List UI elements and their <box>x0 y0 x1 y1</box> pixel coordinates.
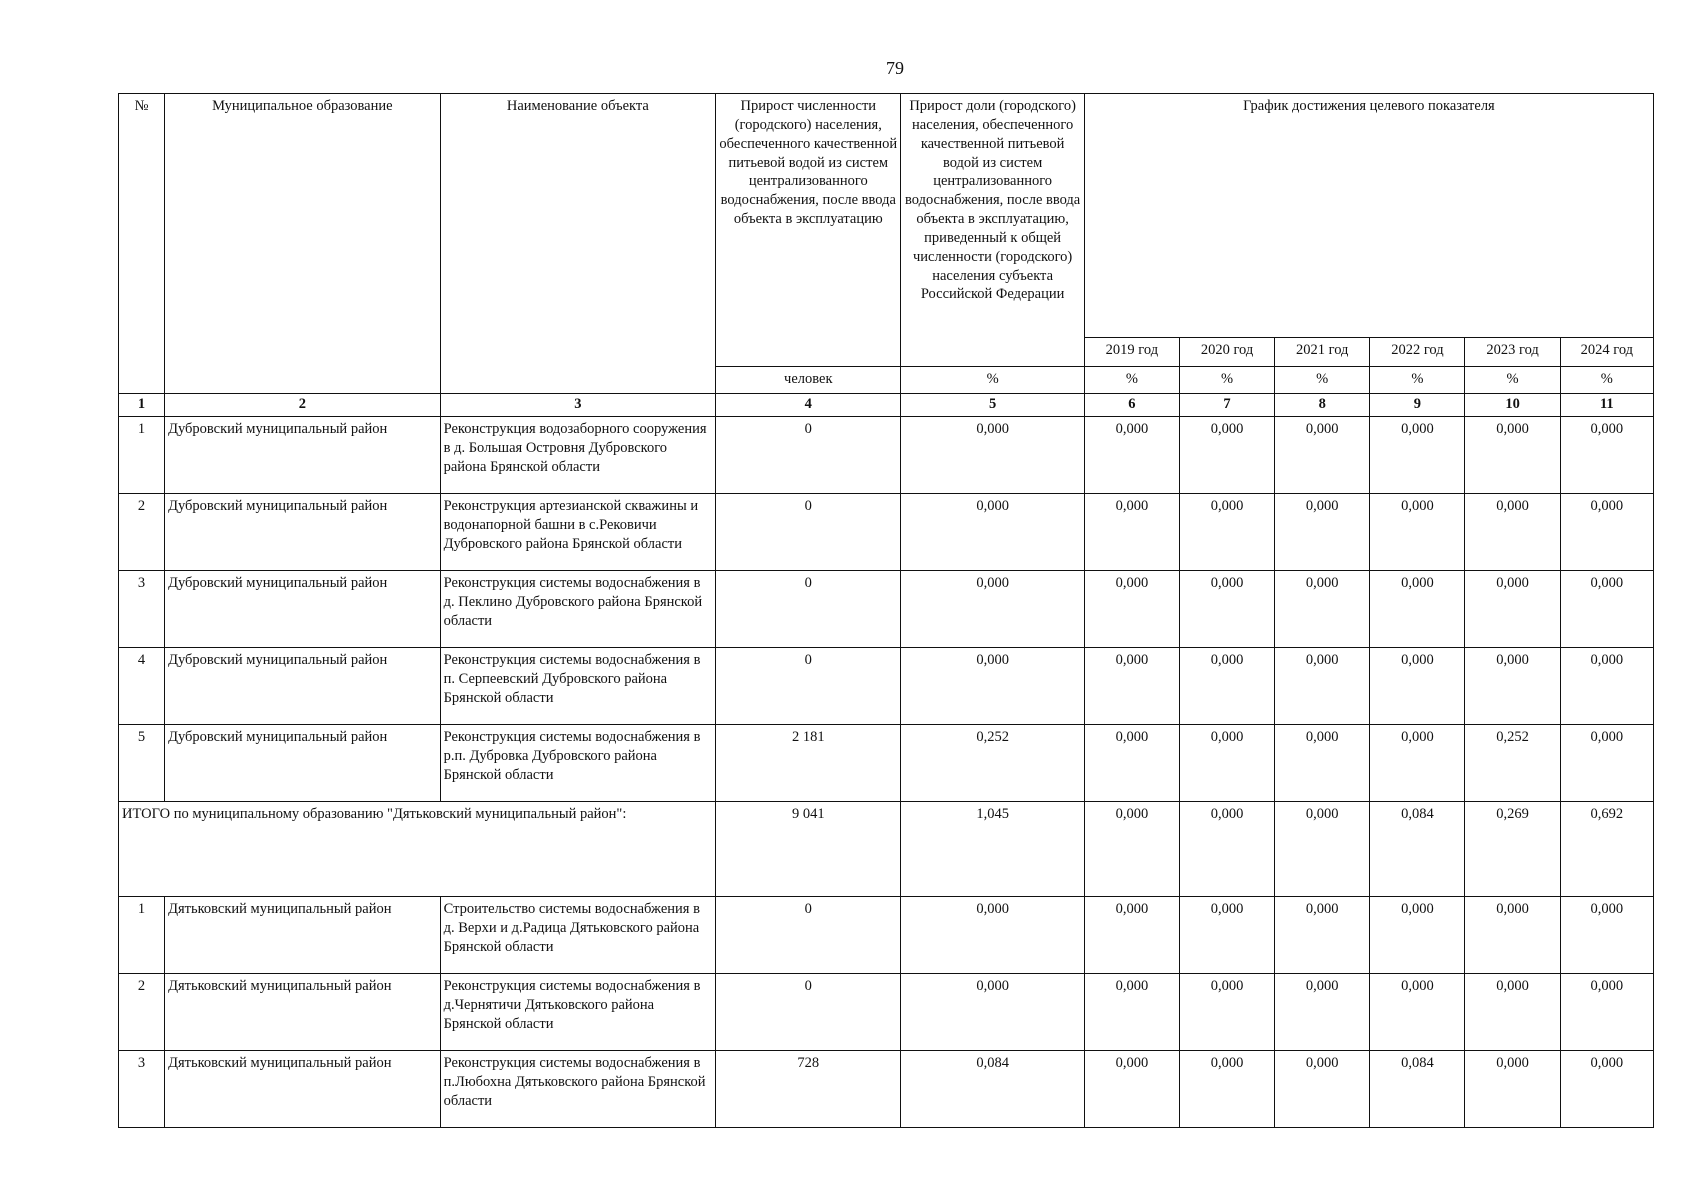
page-number: 79 <box>886 58 904 78</box>
header-schedule: График достижения целевого показателя <box>1084 94 1653 338</box>
table-row <box>119 417 1654 494</box>
row-y2024: 0,000 <box>1560 1051 1653 1128</box>
row-y2021: 0,000 <box>1275 974 1370 1051</box>
row-no: 5 <box>119 725 165 802</box>
row-y2019: 0,000 <box>1084 974 1179 1051</box>
row-no: 2 <box>119 494 165 571</box>
row-y2021: 0,000 <box>1275 417 1370 494</box>
total-row <box>119 802 1654 897</box>
row-y2024: 0,000 <box>1560 571 1653 648</box>
row-y2020: 0,000 <box>1179 725 1274 802</box>
row-y2023: 0,000 <box>1465 897 1560 974</box>
row-y2020: 0,000 <box>1179 1051 1274 1128</box>
unit-percent: % <box>1275 367 1370 394</box>
header-year-2024: 2024 год <box>1560 338 1653 367</box>
column-number: 9 <box>1370 394 1465 417</box>
header-municipality: Муниципальное образование <box>165 94 441 394</box>
row-share: 0,000 <box>901 571 1084 648</box>
target-indicator-table <box>118 93 1654 1128</box>
row-municipality: Дятьковский муниципальный район <box>165 1051 441 1128</box>
row-municipality: Дубровский муниципальный район <box>165 571 441 648</box>
row-share: 0,000 <box>901 417 1084 494</box>
column-number: 7 <box>1179 394 1274 417</box>
column-number: 10 <box>1465 394 1560 417</box>
row-people: 0 <box>716 571 901 648</box>
row-no: 3 <box>119 1051 165 1128</box>
unit-percent: % <box>1370 367 1465 394</box>
header-year-2019: 2019 год <box>1084 338 1179 367</box>
row-y2020: 0,000 <box>1179 571 1274 648</box>
row-municipality: Дубровский муниципальный район <box>165 417 441 494</box>
table-row <box>119 897 1654 974</box>
column-number: 6 <box>1084 394 1179 417</box>
header-year-2023: 2023 год <box>1465 338 1560 367</box>
row-municipality: Дятьковский муниципальный район <box>165 897 441 974</box>
row-y2021: 0,000 <box>1275 648 1370 725</box>
row-y2024: 0,000 <box>1560 897 1653 974</box>
row-people: 0 <box>716 648 901 725</box>
column-number: 4 <box>716 394 901 417</box>
column-number: 8 <box>1275 394 1370 417</box>
header-share-increase: Прирост доли (городского) населения, обеспеченного качественной питьевой водой из систем централизованного водоснабжения, после ввода объекта в эксплуатацию, приведенный к общей численности (городского) населения субъекта Российской Федерации <box>901 94 1084 367</box>
row-y2019: 0,000 <box>1084 494 1179 571</box>
total-y2020: 0,000 <box>1179 802 1274 897</box>
table-row <box>119 1051 1654 1128</box>
row-no: 1 <box>119 897 165 974</box>
row-y2024: 0,000 <box>1560 648 1653 725</box>
header-no: № <box>119 94 165 394</box>
row-y2021: 0,000 <box>1275 571 1370 648</box>
row-share: 0,084 <box>901 1051 1084 1128</box>
row-share: 0,000 <box>901 974 1084 1051</box>
row-object: Реконструкция водозаборного сооружения в д. Большая Островня Дубровского района Брянской области <box>440 417 716 494</box>
header-year-2021: 2021 год <box>1275 338 1370 367</box>
row-y2022: 0,000 <box>1370 974 1465 1051</box>
row-y2022: 0,000 <box>1370 725 1465 802</box>
row-people: 0 <box>716 494 901 571</box>
row-y2023: 0,000 <box>1465 494 1560 571</box>
row-y2023: 0,000 <box>1465 417 1560 494</box>
header-population-increase: Прирост численности (городского) населения, обеспеченного качественной питьевой водой из систем централизованного водоснабжения, после ввода объекта в эксплуатацию <box>716 94 901 367</box>
row-no: 2 <box>119 974 165 1051</box>
row-share: 0,000 <box>901 494 1084 571</box>
unit-percent: % <box>1560 367 1653 394</box>
total-y2022: 0,084 <box>1370 802 1465 897</box>
row-people: 0 <box>716 417 901 494</box>
row-object: Реконструкция системы водоснабжения в п.Любохна Дятьковского района Брянской области <box>440 1051 716 1128</box>
unit-percent: % <box>901 367 1084 394</box>
total-y2023: 0,269 <box>1465 802 1560 897</box>
row-y2022: 0,084 <box>1370 1051 1465 1128</box>
row-y2020: 0,000 <box>1179 974 1274 1051</box>
row-people: 0 <box>716 974 901 1051</box>
row-y2022: 0,000 <box>1370 494 1465 571</box>
row-y2019: 0,000 <box>1084 1051 1179 1128</box>
unit-percent: % <box>1465 367 1560 394</box>
row-y2024: 0,000 <box>1560 725 1653 802</box>
table-row <box>119 494 1654 571</box>
row-municipality: Дубровский муниципальный район <box>165 494 441 571</box>
row-municipality: Дятьковский муниципальный район <box>165 974 441 1051</box>
row-municipality: Дубровский муниципальный район <box>165 725 441 802</box>
row-y2023: 0,000 <box>1465 974 1560 1051</box>
row-y2022: 0,000 <box>1370 571 1465 648</box>
row-y2021: 0,000 <box>1275 494 1370 571</box>
row-y2021: 0,000 <box>1275 897 1370 974</box>
row-no: 3 <box>119 571 165 648</box>
row-people: 2 181 <box>716 725 901 802</box>
row-y2023: 0,000 <box>1465 1051 1560 1128</box>
row-y2024: 0,000 <box>1560 494 1653 571</box>
header-object: Наименование объекта <box>440 94 716 394</box>
row-share: 0,252 <box>901 725 1084 802</box>
unit-percent: % <box>1179 367 1274 394</box>
column-number: 2 <box>165 394 441 417</box>
row-y2019: 0,000 <box>1084 571 1179 648</box>
row-y2024: 0,000 <box>1560 417 1653 494</box>
column-number: 5 <box>901 394 1084 417</box>
row-y2019: 0,000 <box>1084 648 1179 725</box>
unit-people: человек <box>716 367 901 394</box>
row-y2019: 0,000 <box>1084 417 1179 494</box>
row-y2022: 0,000 <box>1370 648 1465 725</box>
row-y2019: 0,000 <box>1084 725 1179 802</box>
row-object: Реконструкция системы водоснабжения в д. Пеклино Дубровского района Брянской области <box>440 571 716 648</box>
row-object: Реконструкция системы водоснабжения в п. Серпеевский Дубровского района Брянской области <box>440 648 716 725</box>
row-y2023: 0,000 <box>1465 571 1560 648</box>
row-object: Реконструкция системы водоснабжения в д.Чернятичи Дятьковского района Брянской области <box>440 974 716 1051</box>
row-y2023: 0,000 <box>1465 648 1560 725</box>
table-row <box>119 648 1654 725</box>
row-y2021: 0,000 <box>1275 725 1370 802</box>
row-y2020: 0,000 <box>1179 417 1274 494</box>
row-y2021: 0,000 <box>1275 1051 1370 1128</box>
row-y2020: 0,000 <box>1179 494 1274 571</box>
total-y2024: 0,692 <box>1560 802 1653 897</box>
total-y2019: 0,000 <box>1084 802 1179 897</box>
header-year-2020: 2020 год <box>1179 338 1274 367</box>
row-y2022: 0,000 <box>1370 417 1465 494</box>
row-share: 0,000 <box>901 897 1084 974</box>
row-y2024: 0,000 <box>1560 974 1653 1051</box>
row-municipality: Дубровский муниципальный район <box>165 648 441 725</box>
row-y2023: 0,252 <box>1465 725 1560 802</box>
column-number: 1 <box>119 394 165 417</box>
row-object: Строительство системы водоснабжения в д. Верхи и д.Радица Дятьковского района Брянской области <box>440 897 716 974</box>
header-year-2022: 2022 год <box>1370 338 1465 367</box>
row-object: Реконструкция артезианской скважины и водонапорной башни в с.Рековичи Дубровского района Брянской области <box>440 494 716 571</box>
row-people: 728 <box>716 1051 901 1128</box>
total-label: ИТОГО по муниципальному образованию "Дятьковский муниципальный район": <box>119 802 716 897</box>
total-people: 9 041 <box>716 802 901 897</box>
unit-percent: % <box>1084 367 1179 394</box>
row-y2020: 0,000 <box>1179 648 1274 725</box>
column-number: 11 <box>1560 394 1653 417</box>
row-people: 0 <box>716 897 901 974</box>
row-share: 0,000 <box>901 648 1084 725</box>
total-share: 1,045 <box>901 802 1084 897</box>
row-y2022: 0,000 <box>1370 897 1465 974</box>
table-row <box>119 974 1654 1051</box>
table-row <box>119 725 1654 802</box>
row-no: 4 <box>119 648 165 725</box>
table-row <box>119 571 1654 648</box>
row-no: 1 <box>119 417 165 494</box>
row-object: Реконструкция системы водоснабжения в р.п. Дубровка Дубровского района Брянской области <box>440 725 716 802</box>
column-number: 3 <box>440 394 716 417</box>
total-y2021: 0,000 <box>1275 802 1370 897</box>
row-y2020: 0,000 <box>1179 897 1274 974</box>
row-y2019: 0,000 <box>1084 897 1179 974</box>
